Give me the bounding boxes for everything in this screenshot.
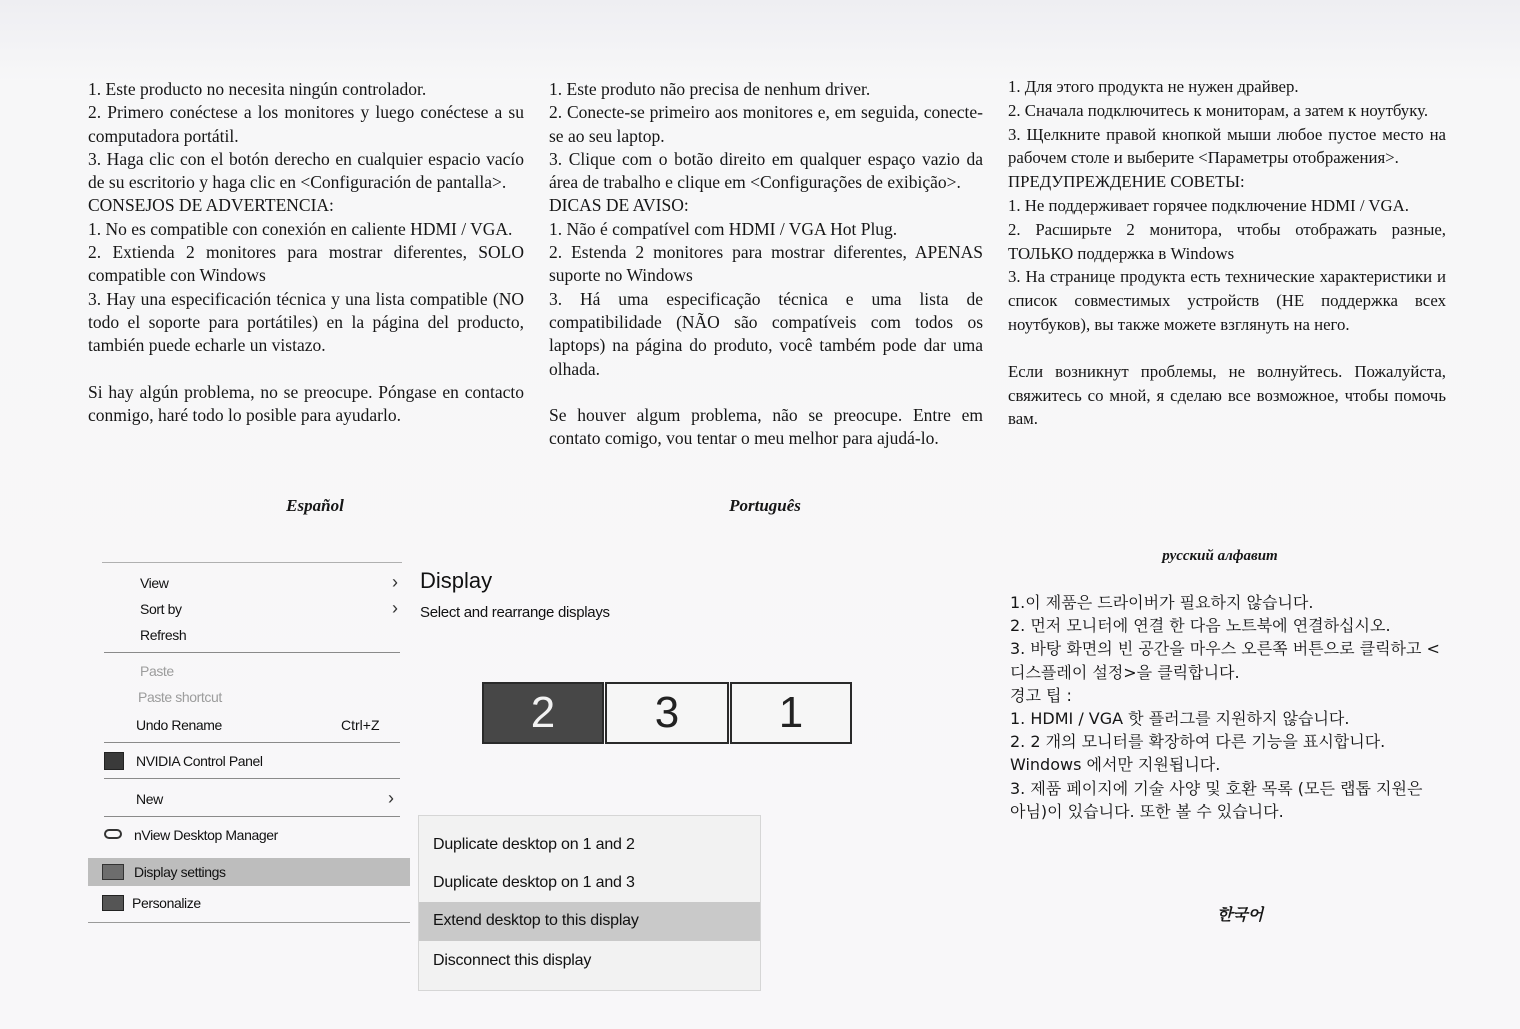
pt-closing: Se houver algum problema, não se preocupe. Entre em contato comigo, vou tentar o meu melhor para ajudá-lo. xyxy=(549,404,983,449)
menu-item-display-settings[interactable] xyxy=(88,858,410,886)
ko-line-1: 1.이 제품은 드라이버가 필요하지 않습니다. xyxy=(1010,593,1314,612)
display-subtitle: Select and rearrange displays xyxy=(420,604,610,621)
menu-item-new[interactable] xyxy=(88,786,410,812)
display-title: Display xyxy=(420,568,493,593)
ru-line-3: 3. Щелкните правой кнопкой мыши любое пустое место на рабочем столе и выберите <Параметры отображения>. xyxy=(1008,124,1446,168)
option-duplicate-1-2-label: Duplicate desktop on 1 and 2 xyxy=(433,836,635,853)
monitor-tile-1[interactable]: 1 xyxy=(730,682,852,744)
menu-item-paste[interactable] xyxy=(88,658,410,684)
ru-closing: Если возникнут проблемы, не волнуйтесь. Пожалуйста, свяжитесь со мной, я сделаю все возможное, чтобы помочь вам. xyxy=(1008,361,1446,429)
option-extend-desktop-label: Extend desktop to this display xyxy=(433,912,639,929)
es-line-3: 3. Haga clic con el botón derecho en cualquier espacio vacío de su escritorio y haga clic en <Configuración de pantalla>. xyxy=(88,148,524,193)
menu-item-undo-rename[interactable] xyxy=(88,712,410,738)
menu-separator xyxy=(104,816,400,817)
ko-line-3: 3. 바탕 화면의 빈 공간을 마우스 오른쪽 버튼으로 클릭하고 <디스플레이 설정>을 클릭합니다. xyxy=(1010,639,1440,682)
monitor-tile-2[interactable]: 2 xyxy=(482,682,604,744)
option-extend-desktop[interactable] xyxy=(419,902,760,941)
pt-label: Português xyxy=(729,496,801,515)
portuguese-column xyxy=(549,78,983,450)
ko-warning-1: 1. HDMI / VGA 핫 플러그를 지원하지 않습니다. xyxy=(1010,709,1350,729)
menu-item-nvidia-control-panel[interactable] xyxy=(88,748,410,774)
pt-line-3: 3. Clique com o botão direito em qualquer espaço vazio da área de trabalho e clique em <Configurações de exibição>. xyxy=(549,148,983,193)
es-warning-3: 3. Hay una especificación técnica y una lista compatible (NO todo el soporte para portátiles) en la página del producto, también puede echarle un vistazo. xyxy=(88,288,524,356)
monitor-tile-3[interactable]: 3 xyxy=(605,682,729,744)
option-disconnect-display-label: Disconnect this display xyxy=(433,952,592,969)
ru-warning-3: 3. На странице продукта есть технические характеристики и список совместимых устройств (НЕ поддержка всех ноутбуков), вы также можете взглянуть на него. xyxy=(1008,267,1446,334)
menu-item-sort-by[interactable] xyxy=(88,596,410,622)
menu-item-paste-shortcut[interactable] xyxy=(88,684,410,710)
menu-separator xyxy=(104,742,400,743)
menu-item-new-label: New xyxy=(136,791,163,807)
menu-item-undo-shortcut: Ctrl+Z xyxy=(341,717,380,733)
chevron-right-icon: › xyxy=(392,572,398,592)
russian-column xyxy=(1008,75,1446,431)
display-options-dropdown xyxy=(418,815,761,991)
pt-warning-2: 2. Estenda 2 monitores para mostrar diferentes, APENAS suporte no Windows xyxy=(549,242,983,286)
menu-bottom-border xyxy=(88,922,410,923)
pt-line-2: 2. Conecte-se primeiro aos monitores e, em seguida, conecte-se ao seu laptop. xyxy=(549,102,983,146)
ko-warning-3: 3. 제품 페이지에 기술 사양 및 호환 목록 (모든 랩톱 지원은 아님)이 있습니다. 또한 볼 수 있습니다. xyxy=(1010,778,1423,821)
display-icon xyxy=(102,864,124,880)
menu-item-nvidia-label: NVIDIA Control Panel xyxy=(136,753,263,769)
menu-separator xyxy=(104,652,400,653)
es-line-1: 1. Este producto no necesita ningún controlador. xyxy=(88,79,427,99)
personalize-icon xyxy=(102,895,124,911)
ru-label: русский алфавит xyxy=(1162,548,1278,564)
ru-line-2: 2. Сначала подключитесь к мониторам, а затем к ноутбуку. xyxy=(1008,100,1429,120)
es-warning-heading: CONSEJOS DE ADVERTENCIA: xyxy=(88,195,334,216)
menu-item-nview-desktop-manager[interactable] xyxy=(88,822,410,848)
es-warning-1: 1. No es compatible con conexión en caliente HDMI / VGA. xyxy=(88,218,513,239)
menu-item-view[interactable] xyxy=(88,570,410,596)
es-warning-2: 2. Extienda 2 monitores para mostrar diferentes, SOLO compatible con Windows xyxy=(88,242,524,286)
nvidia-icon xyxy=(104,752,124,770)
option-duplicate-1-3[interactable] xyxy=(419,864,760,903)
menu-item-nview-label: nView Desktop Manager xyxy=(134,827,278,843)
desktop-context-menu xyxy=(88,562,410,924)
chevron-right-icon: › xyxy=(388,788,394,808)
nview-icon xyxy=(104,829,122,839)
chevron-right-icon: › xyxy=(392,598,398,618)
es-closing: Si hay algún problema, no se preocupe. Póngase en contacto conmigo, haré todo lo posible para ayudarlo. xyxy=(88,381,524,425)
korean-column xyxy=(1010,591,1440,823)
pt-warning-3: 3. Há uma especificação técnica e uma lista de compatibilidade (NÃO são compatíveis com todos os laptops) na página do produto, você também pode dar uma olhada. xyxy=(549,288,983,379)
spanish-column xyxy=(88,78,524,427)
ko-line-2: 2. 먼저 모니터에 연결 한 다음 노트북에 연결하십시오. xyxy=(1010,616,1391,636)
menu-top-border xyxy=(102,562,402,563)
menu-item-refresh-label: Refresh xyxy=(140,627,187,643)
pt-warning-heading: DICAS DE AVISO: xyxy=(549,195,689,216)
menu-item-personalize[interactable] xyxy=(88,890,410,916)
ko-warning-heading: 경고 팁 : xyxy=(1010,685,1072,705)
menu-item-undo-rename-label: Undo Rename xyxy=(136,717,222,733)
ru-warning-heading: ПРЕДУПРЕЖДЕНИЕ СОВЕТЫ: xyxy=(1008,172,1245,192)
ru-warning-2: 2. Расширьте 2 монитора, чтобы отображать разные, ТОЛЬКО поддержка в Windows xyxy=(1008,219,1446,263)
menu-separator xyxy=(104,778,400,779)
menu-item-paste-label: Paste xyxy=(140,663,174,679)
menu-item-sort-by-label: Sort by xyxy=(140,601,182,617)
pt-warning-1: 1. Não é compatível com HDMI / VGA Hot Plug. xyxy=(549,218,898,239)
ko-warning-2: 2. 2 개의 모니터를 확장하여 다른 기능을 표시합니다. Windows 에서만 지원됩니다. xyxy=(1010,732,1386,775)
es-label: Español xyxy=(286,496,344,515)
option-duplicate-1-3-label: Duplicate desktop on 1 and 3 xyxy=(433,874,635,891)
menu-item-paste-shortcut-label: Paste shortcut xyxy=(138,689,222,705)
menu-item-personalize-label: Personalize xyxy=(132,895,201,911)
pt-line-1: 1. Este produto não precisa de nenhum driver. xyxy=(549,79,871,99)
menu-item-view-label: View xyxy=(140,575,169,591)
ko-label: 한국어 xyxy=(1216,905,1264,924)
ru-warning-1: 1. Не поддерживает горячее подключение HDMI / VGA. xyxy=(1008,195,1409,215)
ru-line-1: 1. Для этого продукта не нужен драйвер. xyxy=(1008,77,1299,96)
menu-item-refresh[interactable] xyxy=(88,622,410,648)
menu-item-display-settings-label: Display settings xyxy=(134,864,226,880)
option-duplicate-1-2[interactable] xyxy=(419,826,760,865)
option-disconnect-display[interactable] xyxy=(419,942,760,981)
es-line-2: 2. Primero conéctese a los monitores y luego conéctese a su computadora portátil. xyxy=(88,102,524,146)
